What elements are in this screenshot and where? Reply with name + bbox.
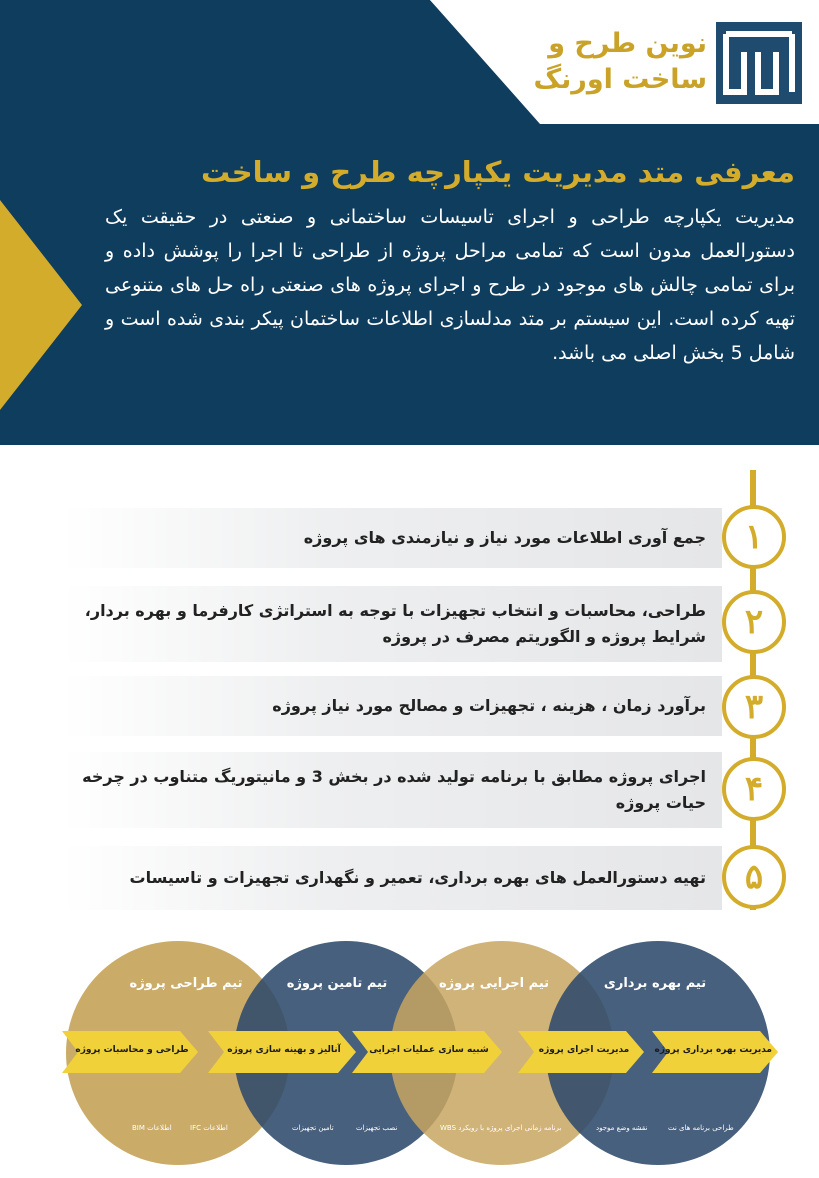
step-5: [62, 846, 722, 910]
company-logo: [716, 22, 802, 104]
step-1: [62, 508, 722, 568]
team-title-execution: تیم اجرایی پروژه: [438, 976, 550, 991]
small-label: طراحی برنامه های نت: [668, 1124, 734, 1132]
step-3: [62, 676, 722, 736]
chevron-label-execution: مدیریت اجرای پروژه: [538, 1045, 630, 1055]
company-name: [507, 26, 707, 98]
small-label: تامین تجهیزات: [292, 1124, 334, 1132]
company-name-line2: ساخت اورنگ: [533, 64, 707, 95]
team-title-design: تیم طراحی پروژه: [129, 976, 243, 991]
step-number-2: ۲: [722, 590, 786, 654]
step-number-4: ۴: [722, 757, 786, 821]
step-number-5: ۵: [722, 845, 786, 909]
page-title: معرفی متد مدیریت یکپارچه طرح و ساخت: [201, 155, 795, 189]
step-text: تهیه دستورالعمل های بهره برداری، تعمیر و نگهداری تجهیزات و تاسیسات: [129, 868, 706, 887]
step-number-1: ۱: [722, 505, 786, 569]
company-name-line1: نوین طرح و: [548, 28, 707, 59]
step-text: جمع آوری اطلاعات مورد نیاز و نیازمندی های پروژه: [303, 528, 706, 547]
left-gold-triangle: [0, 200, 82, 410]
intro-paragraph: مدیریت یکپارچه طراحی و اجرای تاسیسات ساختمانی و صنعتی در حقیقت یک دستورالعمل مدون است که تمامی مراحل پروژه از طراحی تا اجرا را پوشش داده و برای تمامی چالش های موجود در طرح و اجرای پروژه های صنعتی راه حل های متنوعی تهیه کرده است. این سیستم بر متد مدلسازی اطلاعات ساختمان پیکر بندی شده است و شامل 5 بخش اصلی می باشد.: [105, 206, 795, 364]
team-title-supply: تیم تامین پروژه: [286, 976, 388, 991]
chevron-label-last: طراحی و محاسبات پروژه: [75, 1045, 189, 1055]
small-label: نقشه وضع موجود: [596, 1124, 648, 1132]
step-text: برآورد زمان ، هزینه ، تجهیزات و مصالح مورد نیاز پروژه: [272, 696, 706, 715]
small-label: اطلاعات IFC: [190, 1124, 228, 1132]
step-2: [62, 586, 722, 662]
step-number-3: ۳: [722, 675, 786, 739]
small-label: نصب تجهیزات: [356, 1124, 398, 1132]
step-text: اجرای پروژه مطابق با برنامه تولید شده در بخش 3 و مانیتوریگ متناوب در چرخه حیات پروژه: [82, 767, 706, 812]
team-title-operation: تیم بهره برداری: [603, 976, 707, 991]
step-4: [62, 752, 722, 828]
small-label: اطلاعات BIM: [132, 1124, 172, 1132]
chevron-label-design: آنالیز و بهینه سازی پروژه: [227, 1045, 341, 1055]
step-text: طراحی، محاسبات و انتخاب تجهیزات با توجه به استراتژی کارفرما و بهره بردار، شرایط پروژه و الگوریتم مصرف در پروژه: [84, 601, 706, 646]
small-label: برنامه زمانی اجرای پروژه با رویکرد WBS: [440, 1124, 562, 1132]
chevron-label-supply: شبیه سازی عملیات اجرایی: [369, 1045, 489, 1055]
chevron-label-operation: مدیریت بهره برداری پروژه: [654, 1045, 772, 1055]
